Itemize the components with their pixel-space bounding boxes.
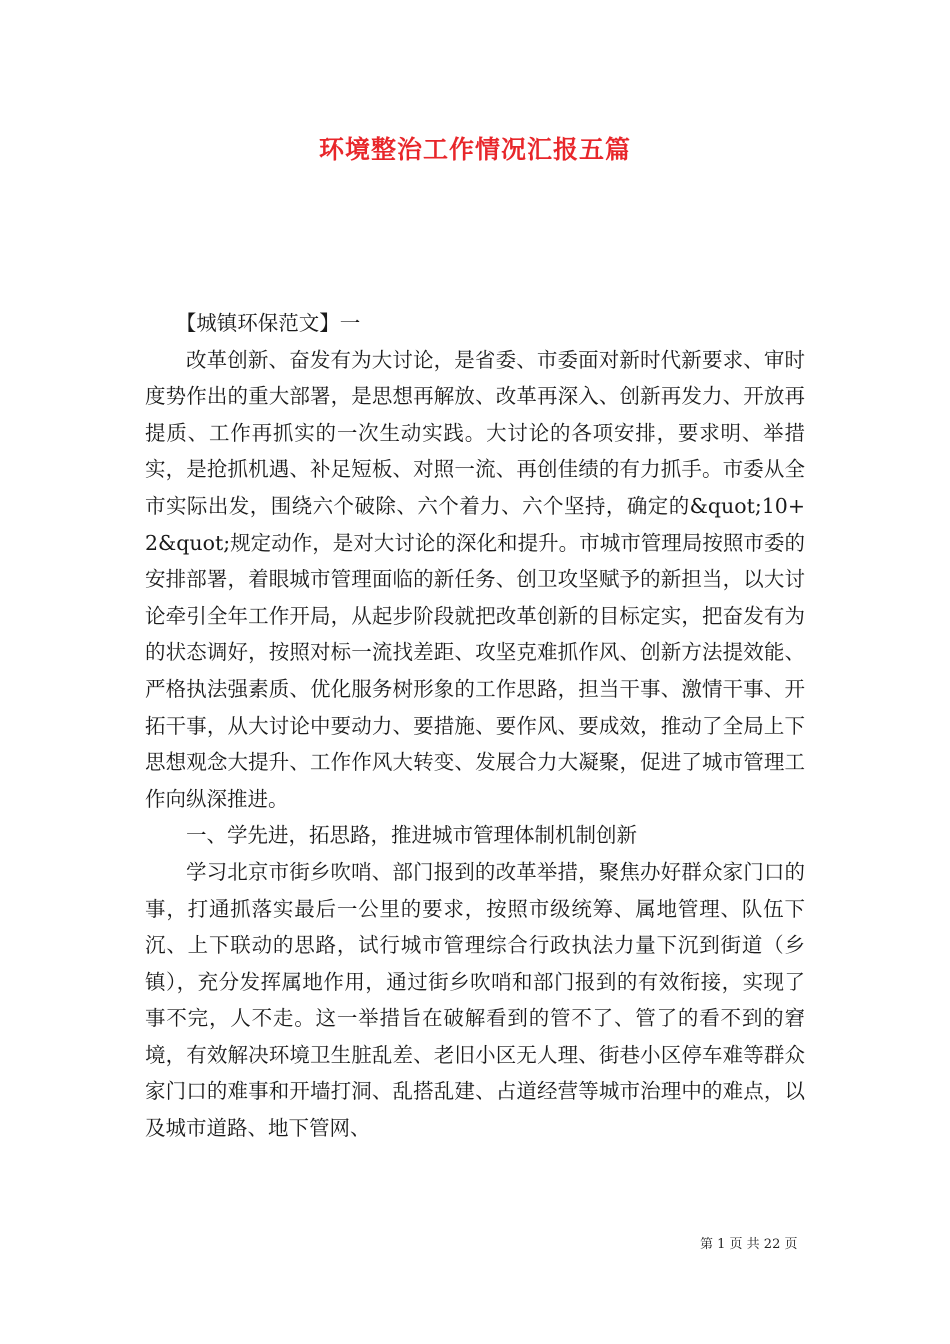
body-paragraph: 改革创新、奋发有为大讨论，是省委、市委面对新时代新要求、审时度势作出的重大部署，是思想再解放、改革再深入、创新再发力、开放再提质、工作再抓实的一次生动实践。大讨论的各项安排，要求明、举措实，是抢抓机遇、补足短板、对照一流、再创佳绩的有力抓手。市委从全市实际出发，围绕六个破除、六个着力、六个坚持，确定的&quot;10+2&quot;规定动作，是对大讨论的深化和提升。市城市管理局按照市委的安排部署，着眼城市管理面临的新任务、创卫攻坚赋予的新担当，以大讨论牵引全年工作开局，从起步阶段就把改革创新的目标定实，把奋发有为的状态调好，按照对标一流找差距、攻坚克难抓作风、创新方法提效能、严格执法强素质、优化服务树形象的工作思路，担当干事、激情干事、开拓干事，从大讨论中要动力、要措施、要作风、要成效，推动了全局上下思想观念大提升、工作作风大转变、发展合力大凝聚，促进了城市管理工作向纵深推进。 [145,347,805,811]
section-label: 【城镇环保范文】一 [175,311,361,335]
section-heading: 一、学先进，拓思路，推进城市管理体制机制创新 [186,823,637,848]
document-body [145,305,805,1147]
page-number: 第 1 页 共 22 页 [700,1237,798,1252]
body-paragraph: 学习北京市街乡吹哨、部门报到的改革举措，聚焦办好群众家门口的事，打通抓落实最后一公里的要求，按照市级统筹、属地管理、队伍下沉、上下联动的思路，试行城市管理综合行政执法力量下沉到街道（乡镇），充分发挥属地作用，通过街乡吹哨和部门报到的有效衔接，实现了事不完，人不走。这一举措旨在破解看到的管不了、管了的看不到的窘境，有效解决环境卫生脏乱差、老旧小区无人理、街巷小区停车难等群众家门口的难事和开墙打洞、乱搭乱建、占道经营等城市治理中的难点，以及城市道路、地下管网、 [145,859,805,1141]
page-title: 环境整治工作情况汇报五篇 [318,135,631,164]
